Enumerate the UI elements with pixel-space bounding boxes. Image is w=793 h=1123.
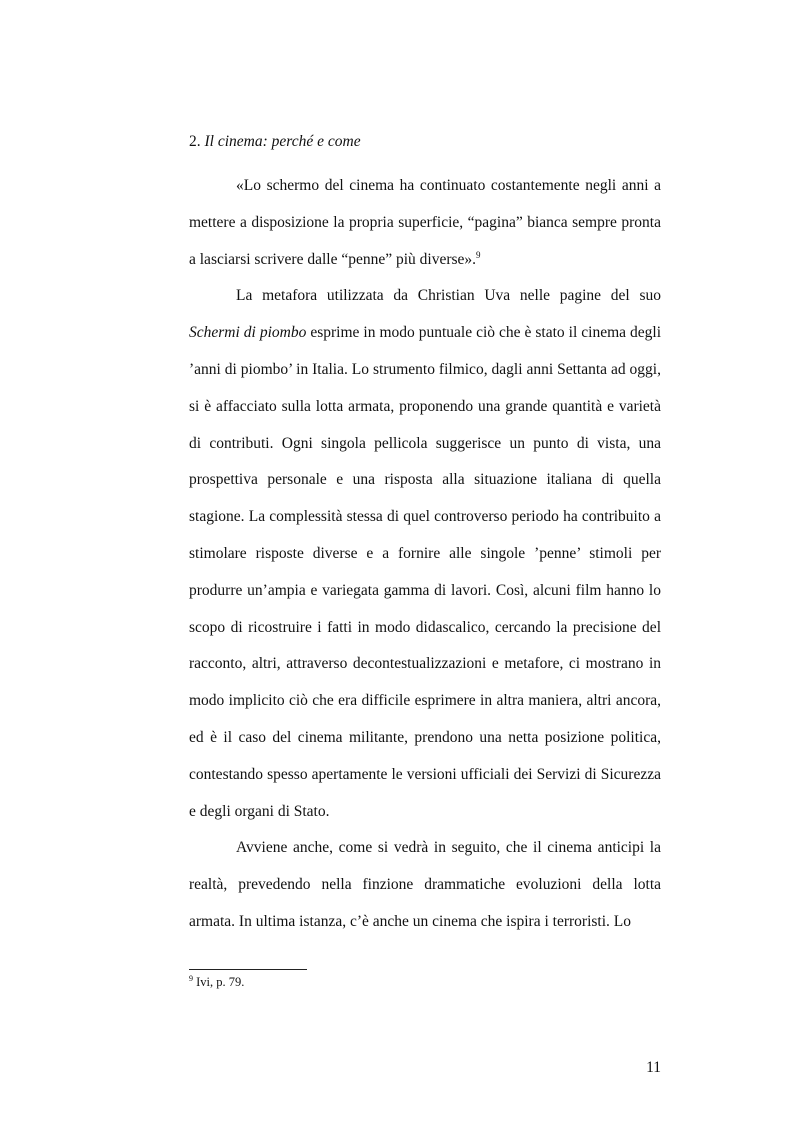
body-text: [189, 168, 661, 941]
paragraph-lead: La metafora utilizzata da Christian Uva nelle pagine del suo: [236, 287, 661, 305]
footnote-number: 9: [189, 973, 193, 983]
paragraph-metaphor: [189, 278, 661, 830]
footnote-divider: [189, 969, 307, 970]
page-number: 11: [646, 1059, 661, 1076]
section-heading: [189, 131, 361, 153]
paragraph-rest: esprime in modo puntuale ciò che è stato il cinema degli ’anni di piombo’ in Italia. Lo strumento filmico, dagli anni Settanta ad oggi, si è affacciato sulla lotta armata, proponendo una grande quantità e varietà di contributi. Ogni singola pellicola suggerisce un punto di vista, una prospettiva personale e una risposta alla situazione italiana di quella stagione. La complessità stessa di quel controverso periodo ha contribuito a stimolare risposte diverse e a fornire alle singole ’penne’ stimoli per produrre un’ampia e variegata gamma di lavori. Così, alcuni film hanno lo scopo di ricostruire i fatti in modo didascalico, cercando la precisione del racconto, altri, attraverso decontestualizzazioni e metafore, ci mostrano in modo implicito ciò che era difficile esprimere in altra maniera, altri ancora, ed è il caso del cinema militante, prendono una netta posizione politica, contestando spesso apertamente le versioni ufficiali dei Servizi di Sicurezza e degli organi di Stato.: [189, 324, 662, 820]
paragraph-text: Avviene anche, come si vedrà in seguito, che il cinema anticipi la realtà, prevedendo nella finzione drammatiche evoluzioni della lotta armata. In ultima istanza, c’è anche un cinema che ispira i terroristi. Lo: [189, 839, 661, 930]
paragraph-anticipation: [189, 830, 661, 940]
paragraph-quote: [189, 168, 661, 278]
section-number: 2.: [189, 133, 201, 150]
quote-text: «Lo schermo del cinema ha continuato costantemente negli anni a mettere a disposizione la propria superficie, “pagina” bianca sempre pronta a lasciarsi scrivere dalle “penne” più diverse».: [189, 177, 661, 268]
footnote: [189, 974, 244, 990]
footnote-text: Ivi, p. 79.: [196, 975, 245, 989]
footnote-reference: 9: [476, 249, 481, 260]
section-title: Il cinema: perché e come: [204, 133, 361, 150]
book-title: Schermi di piombo: [189, 324, 307, 342]
